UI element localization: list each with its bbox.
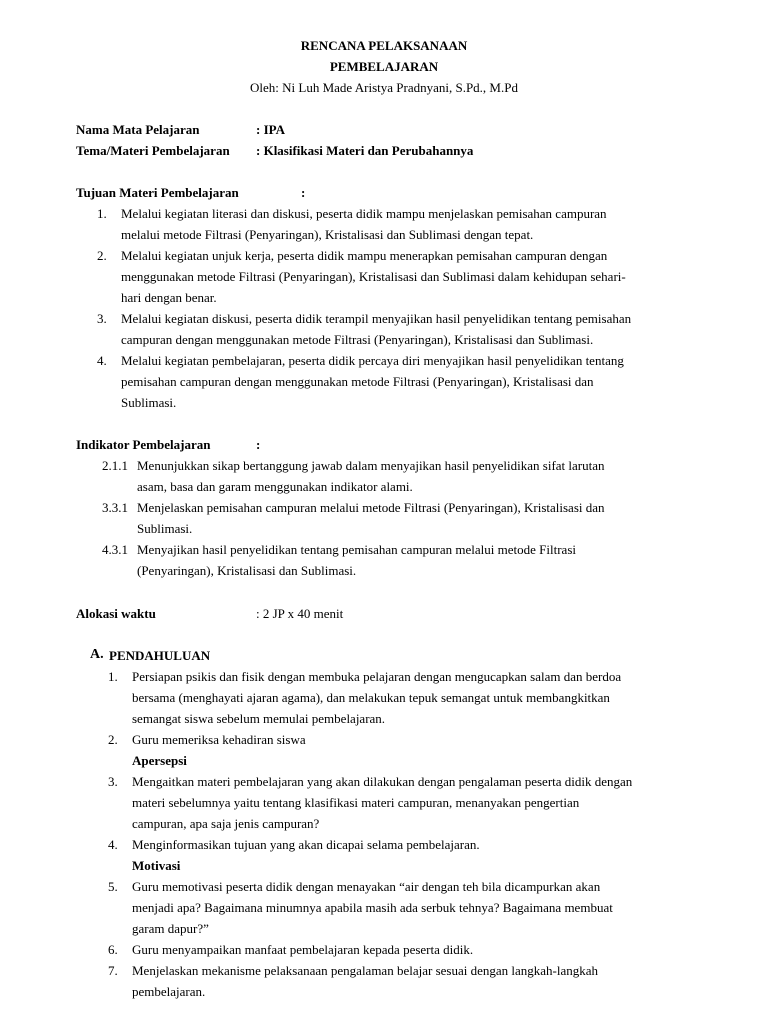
list-item-text: materi sebelumnya yaitu tentang klasifikasi materi campuran, menanyakan pengertian [132,795,580,810]
subject-label: Nama Mata Pelajaran [76,122,200,137]
list-item-text: Menginformasikan tujuan yang akan dicapai selama pembelajaran. [132,837,480,852]
list-item-text: Menunjukkan sikap bertanggung jawab dalam menyajikan hasil penyelidikan sifat larutan [137,458,605,473]
list-item-text: semangat siswa sebelum memulai pembelajaran. [132,711,386,726]
list-item-number: 2.1.1 [102,458,128,473]
list-item-text: pemisahan campuran dengan menggunakan metode Filtrasi (Penyaringan), Kristalisasi dan [121,374,594,389]
list-item-number: 3.3.1 [102,500,128,515]
indicators-colon: : [256,437,261,452]
indicators-heading: Indikator Pembelajaran [76,437,211,452]
list-item-number: 5. [108,879,118,894]
list-item-number: 1. [97,206,107,221]
list-item-text: Sublimasi. [121,395,177,410]
list-item-number: 6. [108,942,118,957]
list-item-text: Menjelaskan pemisahan campuran melalui metode Filtrasi (Penyaringan), Kristalisasi dan [137,500,605,515]
list-item-text: Guru memeriksa kehadiran siswa [132,732,306,747]
objectives-colon: : [301,185,306,200]
list-item-number: 2. [108,732,118,747]
list-item-text: Sublimasi. [137,521,193,536]
list-subheading: Motivasi [132,858,181,873]
list-item-text: hari dengan benar. [121,290,217,305]
list-item-text: Menjelaskan mekanisme pelaksanaan pengalaman belajar sesuai dengan langkah-langkah [132,963,599,978]
list-item-number: 4. [108,837,118,852]
list-item-text: Melalui kegiatan literasi dan diskusi, peserta didik mampu menjelaskan pemisahan campuran [121,206,607,221]
list-item-text: Mengaitkan materi pembelajaran yang akan dilakukan dengan pengalaman peserta didik dengan [132,774,633,789]
list-item-number: 4.3.1 [102,542,128,557]
list-item-text: Guru memotivasi peserta didik dengan menayakan “air dengan teh bila dicampurkan akan [132,879,601,894]
list-item-text: Menyajikan hasil penyelidikan tentang pemisahan campuran melalui metode Filtrasi [137,542,576,557]
section-a-title: PENDAHULUAN [109,648,211,663]
list-subheading: Apersepsi [132,753,187,768]
list-item-text: bersama (menghayati ajaran agama), dan melakukan tepuk semangat untuk membangkitkan [132,690,610,705]
list-item-text: asam, basa dan garam menggunakan indikator alami. [137,479,413,494]
subject-value: : IPA [256,122,286,137]
theme-value: : Klasifikasi Materi dan Perubahannya [256,143,474,158]
list-item-text: (Penyaringan), Kristalisasi dan Sublimasi. [137,563,357,578]
list-item-text: campuran, apa saja jenis campuran? [132,816,320,831]
list-item-number: 7. [108,963,118,978]
list-item-text: menjadi apa? Bagaimana minumnya apabila masih ada serbuk tehnya? Bagaimana membuat [132,900,613,915]
list-item-text: garam dapur?” [132,921,209,936]
objectives-heading: Tujuan Materi Pembelajaran [76,185,239,200]
list-item-number: 3. [108,774,118,789]
list-item-text: menggunakan metode Filtrasi (Penyaringan), Kristalisasi dan Sublimasi dalam kehidupan sehari- [121,269,626,284]
list-item-text: Melalui kegiatan diskusi, peserta didik terampil menyajikan hasil penyelidikan tentang pemisahan [121,311,632,326]
time-value: : 2 JP x 40 menit [256,606,344,621]
list-item-text: Melalui kegiatan pembelajaran, peserta didik percaya diri menyajikan hasil penyelidikan tentang [121,353,624,368]
list-item-number: 2. [97,248,107,263]
time-label: Alokasi waktu [76,606,156,621]
list-item-number: 1. [108,669,118,684]
list-item-text: Melalui kegiatan unjuk kerja, peserta didik mampu menerapkan pemisahan campuran dengan [121,248,608,263]
document-title-line1: RENCANA PELAKSANAAN [300,38,468,53]
list-item-number: 4. [97,353,107,368]
list-item-text: melalui metode Filtrasi (Penyaringan), Kristalisasi dan Sublimasi dengan tepat. [121,227,534,242]
document-title-line2: PEMBELAJARAN [329,59,439,74]
list-item-text: campuran dengan menggunakan metode Filtrasi (Penyaringan), Kristalisasi dan Sublimasi. [121,332,594,347]
section-a-letter: A. [90,647,104,662]
list-item-number: 3. [97,311,107,326]
list-item-text: Guru menyampaikan manfaat pembelajaran kepada peserta didik. [132,942,474,957]
list-item-text: Persiapan psikis dan fisik dengan membuka pelajaran dengan mengucapkan salam dan berdoa [132,669,622,684]
list-item-text: pembelajaran. [132,984,206,999]
theme-label: Tema/Materi Pembelajaran [76,143,230,158]
document-author: Oleh: Ni Luh Made Aristya Pradnyani, S.Pd., M.Pd [250,80,518,95]
